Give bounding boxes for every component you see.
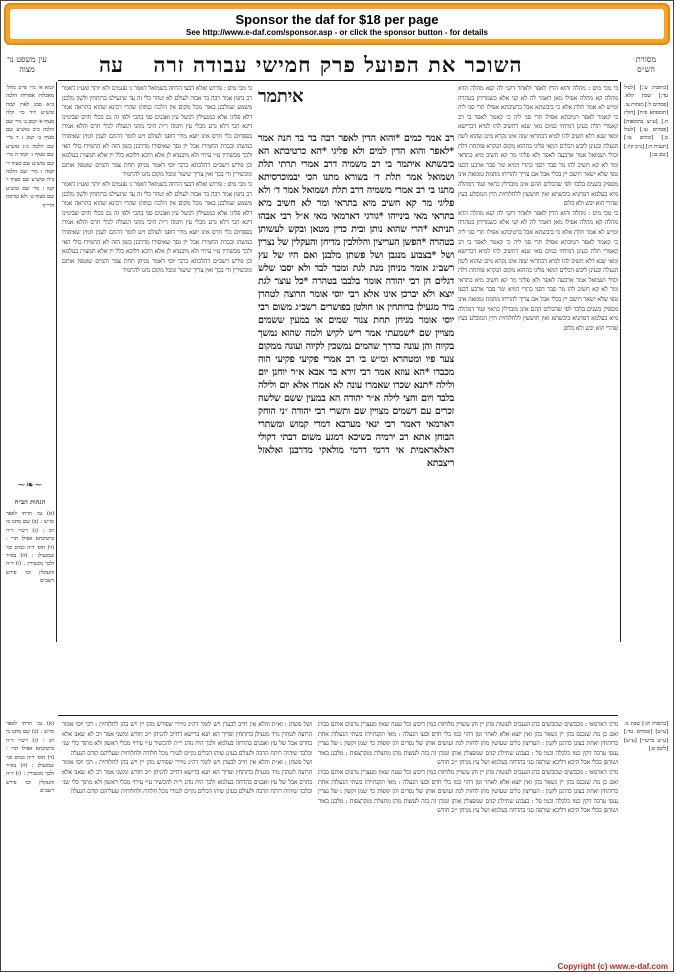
rule-header <box>58 80 618 81</box>
chapter-title: השוכר את הפועל פרק חמישי עבודה זרה <box>153 52 523 77</box>
bottom-rashi-text-cont: גורגי דארמאי : מכבשים שכובשים בהן הענבים לעשות מהן יין והן עשויין מלוחות כמין ריבוע וכל שעה שאין מעצרין נותנים אותם בבית ואם כן מה שנכנס בהן יין נשאר בהן ואין יוצא אלא לאחר זמן דהוי כמו כלי חרס ובעו הגעלה : מאי תקנתייהו בשתי הגעלות אחת ברותחין ואחת בצונן כדתנן לקמן : העריצין כלים שעושין מהן לוחות לגת ועושים אותן של נסרים והן קופות כך שמן וקשין : של נצרין ענפי ערבה דקין כמו כלכלה וכמו סל : בצבוע שתילת קנים שמפצלין אותן ונוגדן זה בזה לעשות מהן מחצלת ומקרצפות : מלבנן באור ושורפן בכלי אבל היכא דליכא שורפה סגי בהדחה בעלמא ושל עץ מניחן י״ב חודש <box>318 768 618 815</box>
bottom-tosafot-column <box>62 720 312 952</box>
hagahot-heading: הגהות הב״ח <box>14 498 46 506</box>
bottom-tosafot-text: ושל פשתן : וא״ת והלא אין חייב לבערן ויש לומר דה״נ מיירי שפירש מהן יין ויש בהן לחלוחית : רבי יוסי אומר הרוצה לטהרן מיד מגעילן ברותחין ופריך הא תנא ברישא דחייב להניחן י״ב חודש ומשני אמר רב לא שאנו אלא בחרס אבל של עץ ואבנים בהדחה בעלמא ולכך היה נוהג ר״ת להכשיר ע״י עירוי מכלי ראשון ולא מתוך כלי שני ובלבד שיהיה רותח הרבה ולעולם בעינן שיהו הכלים נקיים לגמרי מכל חלודה ולחלוחית שעליהם קודם הגעלה <box>62 721 312 757</box>
sponsor-subtitle[interactable]: See http://www.e-daf.com/sponsor.asp - or click the sponsor button - for details <box>186 28 488 37</box>
tosafot-text: כי מכי מיס : פירוש ואלא דבעי הדחה בשמואל דאמר ג׳ פעמים ולא יותר ואע״ג דאמר רב נחמן אמר רבה בר אבוה לעולם לא יטהר כלי זה עד שיגעילנו ברותחין ולשון מלבנן משמע שמלבנן באור מכל מקום אין הלכה כמותו שהרי רבינא שהוא בתראה אמר דלא פליגי אלא במגעילין דבשל עץ ואבנים סגי בהכי ולפי זה גם בכלי חרס שבימינו דינא הכי דלא גרע מכלי עץ ותמה ר״ת היכי מהני הגעלה לכלי חרס והלא אמרו בפסחים כלי חרס אינו יוצא מידי דופנו לעולם ויש לומר דהתם לענין חמץ שאיסורו במשהו ובכרת החמירו אבל יין נסך שאיסורו מדרבנן בזמן הזה לא החמירו כולי האי ולכך מכשירין ע״י עירוי ולא מיבעיא לן אלא היכא דליכא כלל יין אלא תמצית בעלמא וכן פירש רשב״ם דהלכתא כרבי יוסי דאמר מניחן תחת צנור והמים שוטפין אותם ומכשירין ודי בכך ואין צריך שיעור ומכל מקום נהגו להחמיר <box>62 85 252 179</box>
page-number: עה <box>99 52 123 77</box>
bottom-tosafot-text-cont: ושל פשתן : וא״ת והלא אין חייב לבערן ויש לומר דה״נ מיירי שפירש מהן יין ויש בהן לחלוחית : רבי יוסי אומר הרוצה לטהרן מיד מגעילן ברותחין ופריך הא תנא ברישא דחייב להניחן י״ב חודש ומשני אמר רב לא שאנו אלא בחרס אבל של עץ ואבנים בהדחה בעלמא ולכך היה נוהג ר״ת להכשיר ע״י עירוי מכלי ראשון ולא מתוך כלי שני ובלבד שיהיה רותח הרבה ולעולם בעינן שיהו הכלים נקיים לגמרי מכל חלודה ולחלוחית שעליהם קודם הגעלה <box>62 759 312 796</box>
tosafot-text-cont: כי מכי מיס : פירוש ואלא דבעי הדחה בשמואל דאמר ג׳ פעמים ולא יותר ואע״ג דאמר רב נחמן אמר רבה בר אבוה לעולם לא יטהר כלי זה עד שיגעילנו ברותחין ולשון מלבנן משמע שמלבנן באור מכל מקום אין הלכה כמותו שהרי רבינא שהוא בתראה אמר דלא פליגי אלא במגעילין דבשל עץ ואבנים סגי בהכי ולפי זה גם בכלי חרס שבימינו דינא הכי דלא גרע מכלי עץ ותמה ר״ת היכי מהני הגעלה לכלי חרס והלא אמרו בפסחים כלי חרס אינו יוצא מידי דופנו לעולם ויש לומר דהתם לענין חמץ שאיסורו במשהו ובכרת החמירו אבל יין נסך שאיסורו מדרבנן בזמן הזה לא החמירו כולי האי ולכך מכשירין ע״י עירוי ולא מיבעיא לן אלא היכא דליכא כלל יין אלא תמצית בעלמא וכן פירש רשב״ם דהלכתא כרבי יוסי דאמר מניחן תחת צנור והמים שוטפין אותם ומכשירין ודי בכך ואין צריך שיעור ומכל מקום נהגו להחמיר <box>62 180 252 275</box>
hagahot-column: (א) גמ׳ תרתי לאפר ומ״ש : (ב) שם מתנו בי רב : (ג) רש״י ד״ה כרטיבתא אפילו תרי : (ד) תוס׳ ד״ה כמים וכו׳ שמגעילן : (ה) בא״ד ולכך מכשירין : (ו) ד״ה והעקלין וכו׳ פירש רשב״ם <box>6 511 54 585</box>
rashi-column <box>458 84 618 644</box>
bottom-rashi-column <box>318 720 618 952</box>
rule-bottom-section <box>58 715 618 716</box>
bottom-right-margin-notes: [כתובות קז:] שבת נו: [ע״ש] [פסחים עד:] [ע״ש ברש״י] [ע״ש] [לקמן פ:] <box>624 721 668 753</box>
masoret-column: [כתובות ע׳:] [לעיל עד:] שבת קלא. [פסחים ל:] מנחות צו. [תוספתא פ״ח] [חולין ח.] [ע״ש בתוספות] [פסחים עו.] [לעיל מ.] [זבחים צו:] [תענית ה:] [ב״ב קה.] [שם נב:] <box>624 85 668 159</box>
rule-right-margin <box>620 82 621 642</box>
sponsor-banner[interactable] <box>4 3 670 45</box>
copyright-footer[interactable]: Copyright (c) www.e-daf.com <box>557 962 668 971</box>
bottom-left-margin-notes: (א) גמ׳ תרתי לאפר ומ״ש : (ב) שם מתנו בי רב : (ג) רש״י ד״ה כרטיבתא אפילו תרי : (ד) תוס׳ ד״ה כמים וכו׳ שמגעילן : (ה) בא״ד ולכך מכשירין : (ו) ד״ה והעקלין וכו׳ פירש רשב״ם <box>6 721 54 795</box>
tosafot-column <box>62 84 252 644</box>
rashi-text: כי מכי מיס : מהלה והוא הדין לאפר ולאחר דקני לה קנא מהלה הדא מהלה קא מהלה אפילו מאן דאמר לה לא קני אלא כשמדיחן בטהרה ומ״ש לא אמר תלת אלא כי ביבשתא אבל ברטיבתא אפילו תרי סגי ליה כי קאמר לאפר רטיבתא אפילו תרי סגי ליה כי קאמר לאפר בי רב קאמרי תלת בעינן דמיחזי כמים מאי שנא דחשיב להו למיא דברישא ומאי שנא דלא חשיב להו למיא דבתראי שזה אינו נקרא מים שהוא לשון הגעלה ובעינן ליבש הכלים דמאי פליגי בההוא מקום הנקרא פותחת דלת וכולי ושמואל אמר ארבעה לאפר ולא פליגי מר קא חשיב מיא בתראי ומר לא קא חשיב להו מר סבר דסגי כתרי דמיא ומר סבר ארבע דבעו טפי שלא ישאר רושם יין בכלי אבל אם צריך להדיחו מחמת טומאה אינו מספיק בשנים בלבד לפי שהכלים ההם אינן מובדלין כראוי ועוד דמהלה מיא בעלמא דמחניא ביבשתא ואין חוששין ללחלוחית היין המובלע בעץ שהרי הוא יבש ולא כלום <box>458 85 618 208</box>
sponsor-banner-inner[interactable] <box>10 9 664 39</box>
gemara-text: רב אמר כמים *והוא הדין לאפר רבה בר בר חנה אמר *לאפר והוא הדין למים ולא פליגי *הא כרטיבתא הא ביבשתא איתמר בי רב משמיה דרב אמרי תרתי תלת ושמואל אמר תלת ד׳ בשורא מתנו הכי יבמוכרסיתא מתנו בי רב אמרי משמיה דרב תלת ושמואל אמר ד׳ ולא פליגי מר קא חשיב מיא בתראי ומר לא חשיב מיא בתראי מאי בינייהו *גורגי דארמאי מאי א״ל רבי אבהו תניתא *הרי שהוא נותן ובית כדין מטאן ובקש לעשותן בטהרה *הפשן העריצין והלולבין מדיחן והעקלין של נצרין ושל *בצבוע מנגבן ושל פשתן מלבנן ואם היו של עץ רשב״ג אומר מניחן מנת לגת ומכר לבד ולא יסבו שלש דגלים הן רבי יהודה אומר בלבבו בטהרה *כל עוצר לגת יוצא ולא יברכן אינו אלא רבי יוסי אומר הרוצה לטהרן מיד מגעילן ברותחין או חולטן בפושרים רשב״ג משום רבי יוסי אומר מניחן תחת צנור שמים או במעין ששמים מצויין שם *שמעתי אמר ריש לקיש ולמה שהוא נמשך בקיוה והן עונה כדרך שהמים נמשכין לקיוה ועונה ממקום צער פיו ומטהרא ומ״ש בי רב אמרי פקיעי פקיעי הוה מכבדו *הא עוזא אמר רבי זירא בר אבא א״ר יוחנן יום ולילה *תנא שכרו שאמרו עונה לא אמרו אלא יום ולילה בלבד ויום וחצי לילה א״ר יהודה הא במעין ששם שלשה זכרים עם דשמים מצויין שם ותשרי רבי יהודה ״ני הוחק דארמאי דאמר רבי ינאי מערבא דמרי קמוש ומשתרי הבוחן אתא רב ירמיה בשיכא דמגע משום דבתי דקולי דאלאראמית אי דרמי דרמי מולאקי מדרבנן ואלאזל ריצבתא <box>258 133 454 469</box>
ein-mishpat-label: עין משפט נר מצוה <box>7 55 47 74</box>
masoret-label: מסורת הש״ס <box>635 55 657 74</box>
gemara-heading: איתמר <box>258 86 304 107</box>
sponsor-title[interactable]: Sponsor the daf for $18 per page <box>235 12 439 27</box>
rashi-text-cont: כי מכי מיס : מהלה והוא הדין לאפר ולאחר דקני לה קנא מהלה הדא מהלה קא מהלה אפילו מאן דאמר לה לא קני אלא כשמדיחן בטהרה ומ״ש לא אמר תלת אלא כי ביבשתא אבל ברטיבתא אפילו תרי סגי ליה כי קאמר לאפר רטיבתא אפילו תרי סגי ליה כי קאמר לאפר בי רב קאמרי תלת בעינן דמיחזי כמים מאי שנא דחשיב להו למיא דברישא ומאי שנא דלא חשיב להו למיא דבתראי שזה אינו נקרא מים שהוא לשון הגעלה ובעינן ליבש הכלים דמאי פליגי בההוא מקום הנקרא פותחת דלת וכולי ושמואל אמר ארבעה לאפר ולא פליגי מר קא חשיב מיא בתראי ומר לא קא חשיב להו מר סבר דסגי כתרי דמיא ומר סבר ארבע דבעו טפי שלא ישאר רושם יין בכלי אבל אם צריך להדיחו מחמת טומאה אינו מספיק בשנים בלבד לפי שהכלים ההם אינן מובדלין כראוי ועוד דמהלה מיא בעלמא דמחניא ביבשתא ואין חוששין ללחלוחית היין המובלע בעץ שהרי הוא יבש ולא כלום <box>458 209 618 332</box>
bottom-rashi-text: גורגי דארמאי : מכבשים שכובשים בהן הענבים לעשות מהן יין והן עשויין מלוחות כמין ריבוע וכל שעה שאין מעצרין נותנים אותם בבית ואם כן מה שנכנס בהן יין נשאר בהן ואין יוצא אלא לאחר זמן דהוי כמו כלי חרס ובעו הגעלה : מאי תקנתייהו בשתי הגעלות אחת ברותחין ואחת בצונן כדתנן לקמן : העריצין כלים שעושין מהן לוחות לגת ועושים אותן של נסרים והן קופות כך שמן וקשין : של נצרין ענפי ערבה דקין כמו כלכלה וכמו סל : בצבוע שתילת קנים שמפצלין אותן ונוגדן זה בזה לעשות מהן מחצלת ומקרצפות : מלבנן באור ושורפן בכלי אבל היכא דליכא שורפה סגי בהדחה בעלמא ושל עץ מניחן י״ב חודש <box>318 721 618 767</box>
ein-mishpat-column: קמא א׳ מ״י פי״ב מהל׳ מאכלות אסורות הלכה כ״א סמג לאוין קמח טוש״ע יו״ד סי׳ קלה סעיף א׳ קמב ב׳ מיי׳ שם הלכה כ״ב טוש״ע שם סעיף ב׳ קמג ג ד מיי׳ שם הלכה כ״ג טוש״ע שם סעיף ג׳ קמד ה מיי׳ שם טוש״ע שם סעיף ד׳ קמה ו מיי׳ שם הלכה כ״ה טוש״ע שם סעיף ו׳ קמו ז מיי׳ שם טוש״ע שם סעיף ט׳ ולא כגרסת הרי״ף <box>6 85 54 209</box>
rule-left-margin <box>56 82 57 642</box>
ornament-divider: ~❧~ <box>17 480 43 491</box>
